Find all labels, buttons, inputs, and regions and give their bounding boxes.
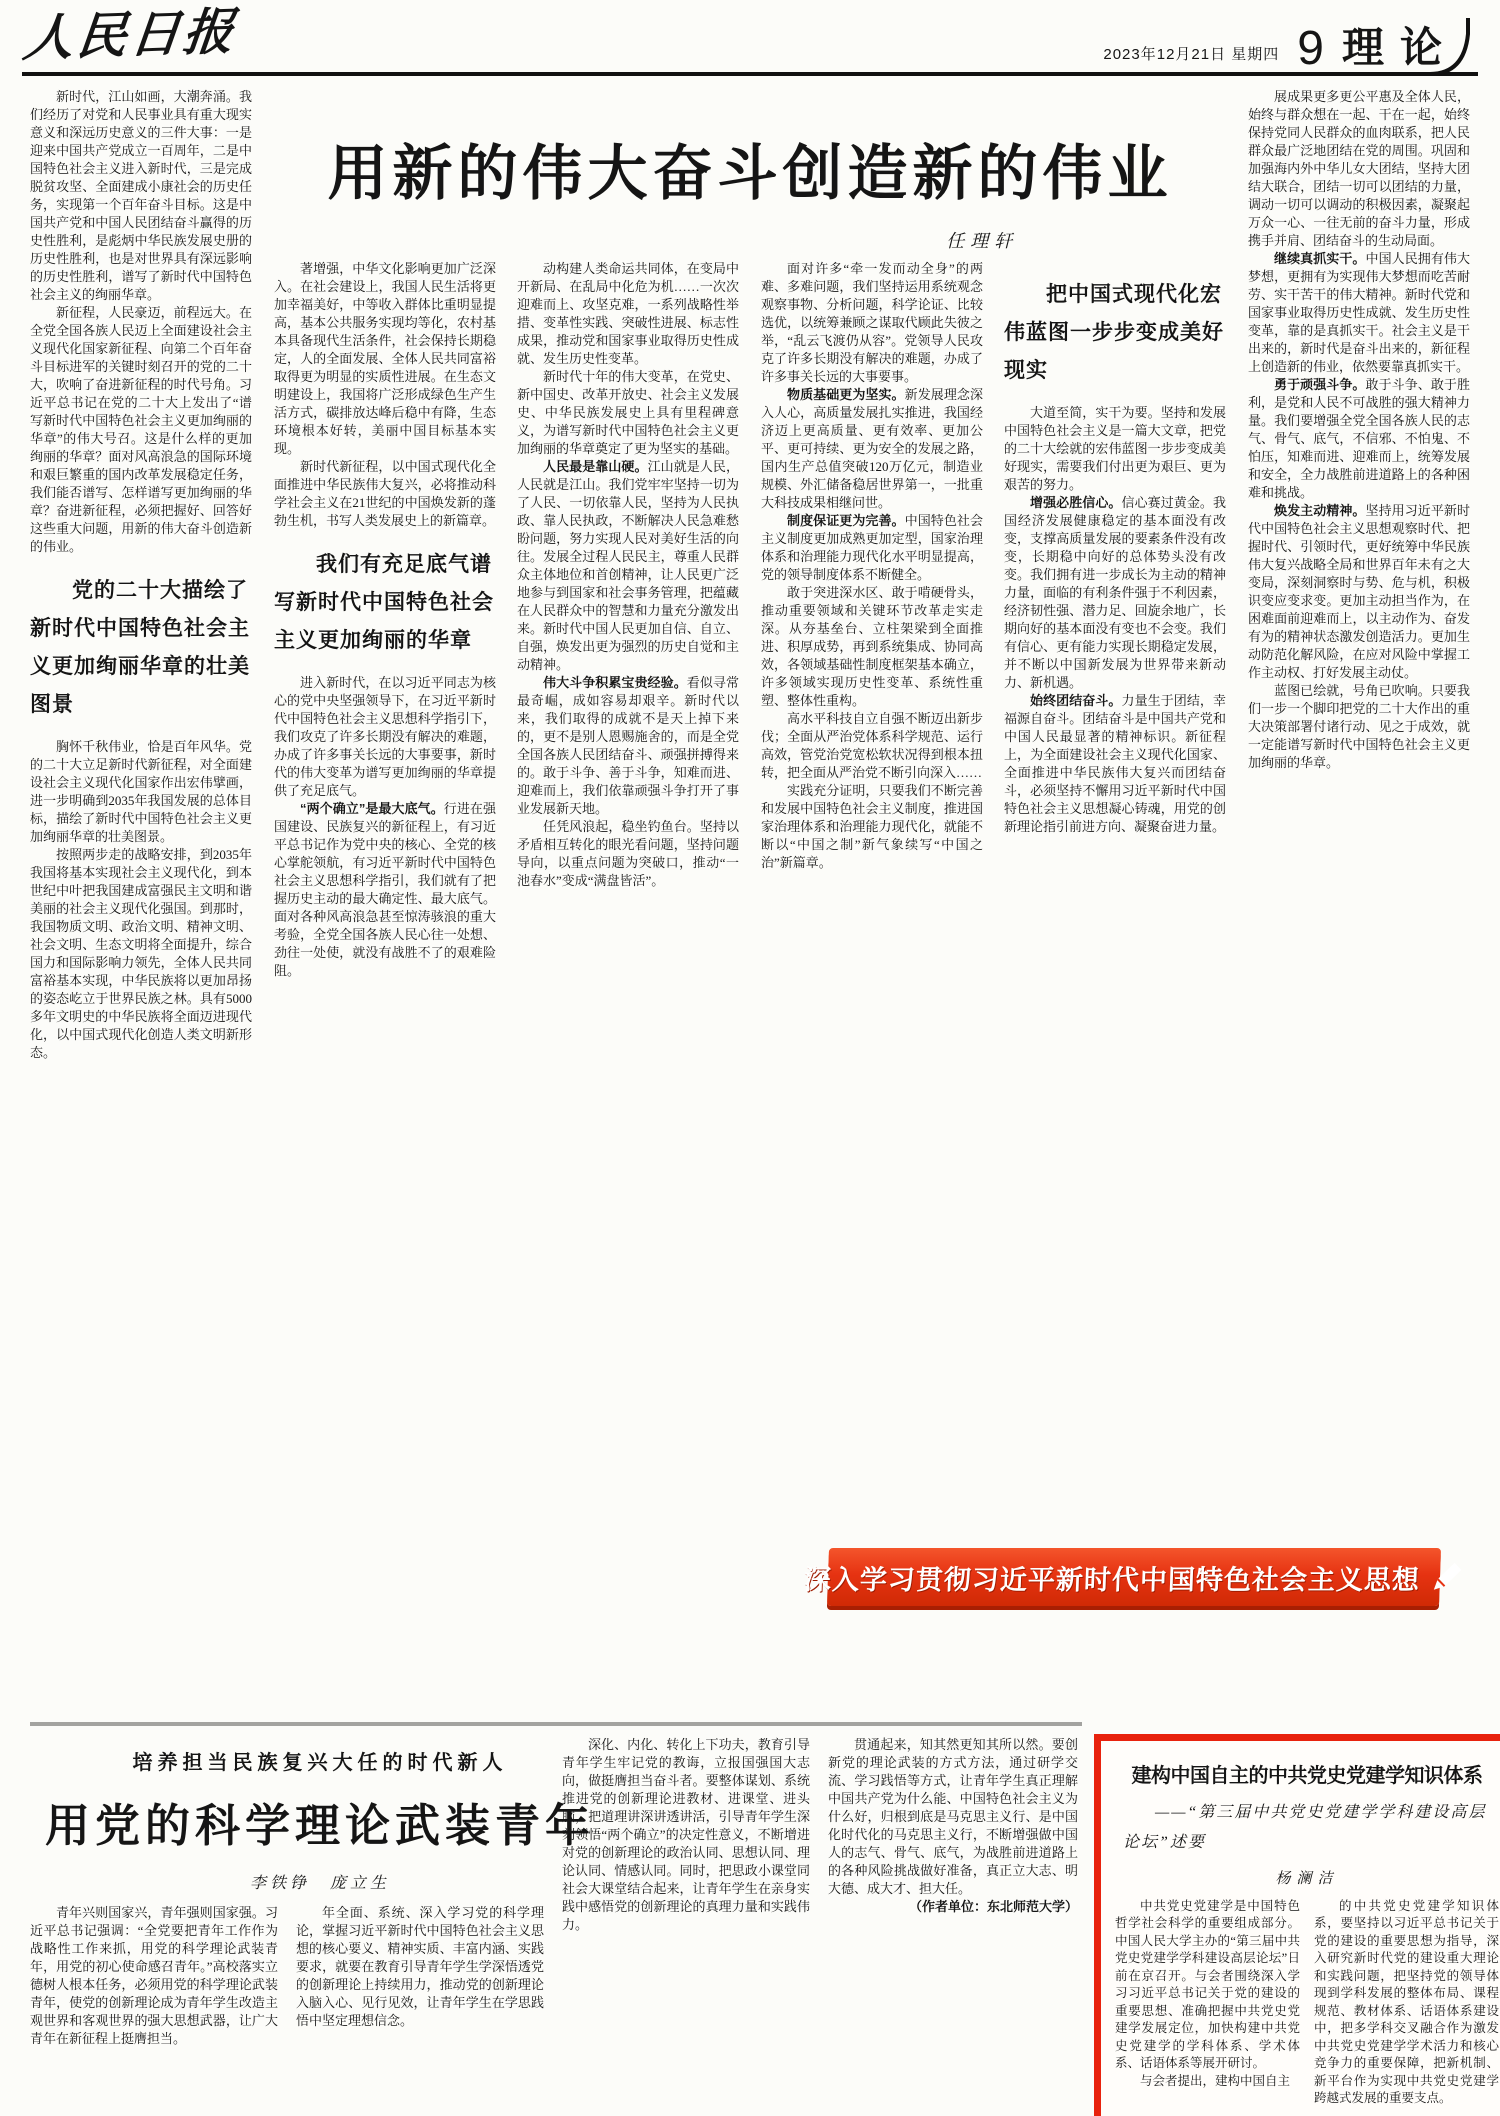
- forum-article-title: 建构中国自主的中共党史党建学知识体系: [1131, 1765, 1483, 1787]
- paragraph: 新时代新征程，以中国式现代化全面推进中华民族伟大复兴，必将推动科学社会主义在21世纪的中国焕发新的蓬勃生机，书写人类发展史上的新篇章。: [274, 459, 496, 528]
- column-subhead: 把中国式现代化宏伟蓝图一步步变成美好现实: [1004, 283, 1224, 382]
- paragraph-lead: 制度保证更为完善。: [787, 513, 905, 528]
- paragraph: 按照两步走的战略安排，到2035年我国将基本实现社会主义现代化，到本世纪中叶把我国建成富强民主文明和谐美丽的社会主义现代化强国。到那时，我国物质文明、政治文明、精神文明、社会文明、生态文明将全面提升，综合国力和国际影响力领先，全体人民共同富裕基本实现，中华民族将以更加昂扬的姿态屹立于世界民族之林。具有5000多年文明史的中华民族将全面迈进现代化，以中国式现代化创造人类文明新形态。: [30, 847, 252, 1060]
- main-column-5: [1004, 88, 1226, 1708]
- main-article-title: 用新的伟大奋斗创造新的伟业: [327, 140, 1173, 207]
- paragraph-lead: 继续真抓实干。: [1274, 251, 1366, 266]
- paragraph: 制度保证更为完善。中国特色社会主义制度更加成熟更加定型，国家治理体系和治理能力现代化水平明显提高，党的领导制度体系不断健全。: [761, 513, 983, 582]
- masthead-corner-rule: [1430, 18, 1484, 76]
- paragraph: 贯通起来，知其然更知其所以然。要创新党的理论武装的方式方法，通过研学交流、学习践悟等方式，让青年学生真正理解中国共产党为什么能、中国特色社会主义为什么好，归根到底是马克思主义行、是中国化时代化的马克思主义行，不断增强做中国人的志气、骨气、底气，为战胜前进道路上的各种风险挑战做好准备，真正立大志、明大德、成大才、担大任。: [828, 1737, 1078, 1896]
- paragraph: 大道至简，实干为要。坚持和发展中国特色社会主义是一篇大文章，把党的二十大绘就的宏伟蓝图一步步变成美好现实，需要我们付出更为艰巨、更为艰苦的努力。: [1004, 405, 1226, 492]
- youth-article: [30, 1736, 1078, 2108]
- author-note: （作者单位：东北师范大学）: [908, 1899, 1078, 1914]
- paragraph: 伟大斗争积累宝贵经验。看似寻常最奇崛，成如容易却艰辛。新时代以来，我们取得的成就不是天上掉下来的，更不是别人恩赐施舍的，而是全党全国各族人民团结奋斗、顽强拼搏得来的。敢于斗争、善于斗争，知难而进、迎难而上，我们依靠顽强斗争打开了事业发展新天地。: [517, 675, 739, 816]
- paragraph: 动构建人类命运共同体，在变局中开新局、在乱局中化危为机……一次次迎难而上、攻坚克难，一系列战略性举措、变革性实践、突破性进展、标志性成果，推动党和国家事业取得历史性成就、发生历史性变革。: [517, 261, 739, 366]
- forum-column-1: [1115, 1898, 1300, 2114]
- paragraph-lead: 勇于顽强斗争。: [1274, 377, 1366, 392]
- paragraph-lead: 焕发主动精神。: [1274, 503, 1366, 518]
- youth-kicker: 培养担当民族复兴大任的时代新人: [132, 1752, 508, 1774]
- youth-column-2: [296, 1904, 544, 2108]
- main-column-1: [30, 88, 252, 1712]
- paragraph: 著增强，中华文化影响更加广泛深入。在社会建设上，我国人民生活将更加幸福美好，中等收入群体比重明显提高，基本公共服务实现均等化，农村基本具备现代生活条件，社会保持长期稳定，人的全面发展、全体人民共同富裕取得更为明显的实质性进展。在生态文明建设上，我国将广泛形成绿色生产生活方式，碳排放达峰后稳中有降，生态环境根本好转，美丽中国目标基本实现。: [274, 261, 496, 456]
- column-subhead: 党的二十大描绘了新时代中国特色社会主义更加绚丽华章的壮美图景: [30, 579, 250, 716]
- paragraph: 始终团结奋斗。力量生于团结，幸福源自奋斗。团结奋斗是中国共产党和中国人民最显著的精神标识。新征程上，为全面建设社会主义现代化国家、全面推进中华民族伟大复兴而团结奋斗，必须坚持不懈用习近平新时代中国特色社会主义思想凝心铸魂，用党的创新理论指引前进方向、凝聚奋进力量。: [1004, 693, 1226, 834]
- main-column-3: [517, 88, 739, 1884]
- paragraph: 高水平科技自立自强不断迈出新步伐；全面从严治党体系科学规范、运行高效，管党治党宽松软状况得到根本扭转，把全面从严治党不断引向深入……: [761, 711, 983, 780]
- paragraph: 敢于突进深水区、敢于啃硬骨头，推动重要领域和关键环节改革走实走深。从夯基垒台、立柱架梁到全面推进、积厚成势，再到系统集成、协同高效，各领域基础性制度框架基本确立，许多领域实现历史性变革、系统性重塑、整体性重构。: [761, 585, 983, 708]
- paragraph: 继续真抓实干。中国人民拥有伟大梦想，更拥有为实现伟大梦想而吃苦耐劳、实干苦干的伟大精神。新时代党和国家事业取得历史性成就、发生历史性变革，靠的是真抓实干。社会主义是干出来的，新时代是奋斗出来的，新征程上创造新的伟业，依然要靠真抓实干。: [1248, 251, 1470, 374]
- issue-date: 2023年12月21日 星期四: [1103, 46, 1280, 63]
- paragraph: 任凭风浪起，稳坐钓鱼台。坚持以矛盾相互转化的眼光看问题，坚持问题导向，以重点问题为突破口，推动“一池春水”变成“满盘皆活”。: [517, 819, 739, 888]
- paragraph: 展成果更多更公平惠及全体人民，始终与群众想在一起、干在一起，始终保持党同人民群众的血肉联系，把人民群众最广泛地团结在党的周围。巩固和加强海内外中华儿女大团结，坚持大团结大联合，团结一切可以团结的力量，调动一切可以调动的积极因素，凝聚起万众一心、一往无前的奋斗力量，形成携手并肩、团结奋斗的生动局面。: [1248, 89, 1470, 248]
- youth-headline-block: [44, 1740, 596, 1894]
- paper-logo: 人民日报: [20, 3, 240, 67]
- main-column-2: [274, 88, 496, 1884]
- main-article-author: 任理轩: [946, 231, 1019, 251]
- youth-column-3: [562, 1736, 810, 2108]
- paragraph-lead: 物质基础更为坚实。: [787, 387, 905, 402]
- paragraph: 年全面、系统、深入学习党的科学理论，掌握习近平新时代中国特色社会主义思想的核心要义、精神实质、丰富内涵、实践要求，就要在教育引导青年学生学深悟透党的创新理论上持续用力，推动党的创新理论入脑入心、见行见效，让青年学生在学思践悟中坚定理想信念。: [296, 1905, 544, 2028]
- paragraph: 新时代十年的伟大变革，在党史、新中国史、改革开放史、社会主义发展史、中华民族发展史上具有里程碑意义，为谱写新时代中国特色社会主义更加绚丽的华章奠定了更为坚实的基础。: [517, 369, 739, 456]
- forum-article-body: [1115, 1898, 1499, 2114]
- paragraph-lead: “两个确立”是最大底气。: [300, 801, 444, 816]
- main-article: [30, 88, 1470, 1712]
- paragraph-lead: 增强必胜信心。: [1030, 495, 1122, 510]
- banner-text: 深入学习贯彻习近平新时代中国特色社会主义思想: [803, 1564, 1421, 1595]
- paragraph: 深化、内化、转化上下功夫，教育引导青年学生牢记党的教诲，立报国强国大志向，做挺膺担当奋斗者。要整体谋划、系统推进党的创新理论进教材、进课堂、进头脑，把道理讲深讲透讲活，引导青年学生深刻领悟“两个确立”的决定性意义，不断增进对党的创新理论的政治认同、思想认同、理论认同、情感认同。同时，把思政小课堂同社会大课堂结合起来，让青年学生在亲身实践中感悟党的创新理论的真理力量和实践伟力。: [562, 1737, 810, 1932]
- paragraph: 物质基础更为坚实。新发展理念深入人心，高质量发展扎实推进，我国经济迈上更高质量、更有效率、更加公平、更可持续、更为安全的发展之路，国内生产总值突破120万亿元，制造业规模、外汇储备稳居世界第一，一批重大科技成果相继问世。: [761, 387, 983, 510]
- paragraph-lead: 伟大斗争积累宝贵经验。: [543, 675, 687, 690]
- paragraph: 蓝图已绘就，号角已吹响。只要我们一步一个脚印把党的二十大作出的重大决策部署付诸行动、见之于成效，就一定能谱写新时代中国特色社会主义更加绚丽的华章。: [1248, 683, 1470, 770]
- youth-article-title: 用党的科学理论武装青年: [44, 1801, 595, 1851]
- paragraph: 新征程，人民豪迈，前程远大。在全党全国各族人民迈上全面建设社会主义现代化国家新征程、向第二个百年奋斗目标进军的关键时刻召开的党的二十大，吹响了奋进新征程的时代号角。习近平总书记在党的二十大上发出了“谱写新时代中国特色社会主义更加绚丽的华章”的伟大号召。这是什么样的更加绚丽的华章？面对风高浪急的国际环境和艰巨繁重的国内改革发展稳定任务，我们能否谱写、怎样谱写更加绚丽的华章？奋进新征程，必须把握好、回答好这些重大问题，用新的伟大奋斗创造新的伟业。: [30, 305, 252, 554]
- paragraph: 的中共党史党建学知识体系，要坚持以习近平总书记关于党的建设的重要思想为指导，深入研究新时代党的建设重大理论和实践问题，把坚持党的领导体现到学科发展的整体布局、课程规范、教材体系、话语体系建设中，把多学科交叉融合作为激发中共党史党建学学术活力和核心竞争力的重要保障，把新机制、新平台作为实现中共党史党建学跨越式发展的重要支点。: [1314, 1898, 1499, 2106]
- forum-column-2: [1314, 1898, 1499, 2114]
- paragraph: 新时代，江山如画，大潮奔涌。我们经历了对党和人民事业具有重大现实意义和深远历史意义的三件大事：一是迎来中国共产党成立一百周年，二是中国特色社会主义进入新时代，三是完成脱贫攻坚、全面建成小康社会的历史任务，实现第一个百年奋斗目标。这是中国共产党和中国人民团结奋斗赢得的历史性胜利，是彪炳中华民族发展史册的历史性胜利，也是对世界具有深远影响的历史性胜利，谱写了新时代中国特色社会主义的绚丽华章。: [30, 89, 252, 302]
- paragraph: 进入新时代，在以习近平同志为核心的党中央坚强领导下，在习近平新时代中国特色社会主义思想科学指引下，我们攻克了许多长期没有解决的难题，办成了许多事关长远的大事要事，新时代的伟大变革为谱写更加绚丽的华章提供了充足底气。: [274, 675, 496, 798]
- paragraph: 胸怀千秋伟业，恰是百年风华。党的二十大立足新时代新征程，对全面建设社会主义现代化国家作出宏伟擘画，进一步明确到2035年我国发展的总体目标，描绘了新时代中国特色社会主义更加绚丽华章的壮美图景。: [30, 739, 252, 844]
- paragraph-lead: 人民最是靠山硬。: [543, 459, 648, 474]
- paragraph: 勇于顽强斗争。敢于斗争、敢于胜利，是党和人民不可战胜的强大精神力量。我们要增强全党全国各族人民的志气、骨气、底气，不信邪、不怕鬼、不怕压，知难而进、迎难而上，统筹发展和安全，全力战胜前进道路上的各种困难和挑战。: [1248, 377, 1470, 500]
- column-subhead: 我们有充足底气谱写新时代中国特色社会主义更加绚丽的华章: [274, 553, 494, 652]
- paragraph-lead: 始终团结奋斗。: [1030, 693, 1122, 708]
- paragraph: 青年兴则国家兴，青年强则国家强。习近平总书记强调：“全党要把青年工作作为战略性工作来抓，用党的科学理论武装青年，用党的初心使命感召青年。”高校落实立德树人根本任务，必须用党的科学理论武装青年，使党的创新理论成为青年学生改造主观世界和客观世界的强大思想武器，让广大青年在新征程上挺膺担当。: [30, 1905, 278, 2046]
- masthead-right: [1103, 21, 1472, 75]
- youth-column-4: [828, 1736, 1078, 2108]
- paragraph: 中共党史党建学是中国特色哲学社会科学的重要组成部分。中国人民大学主办的“第三届中共党史党建学学科建设高层论坛”日前在京召开。与会者围绕深入学习习近平总书记关于党的建设的重要思想、准确把握中共党史党建学发展定位，加快构建中共党史党建学的学科体系、学术体系、话语体系等展开研讨。: [1115, 1898, 1300, 2071]
- forum-article-subtitle: ——“第三届中共党史党建学学科建设高层论坛”述要: [1123, 1804, 1487, 1852]
- page-number: 9: [1297, 21, 1324, 75]
- forum-article-box: [1094, 1734, 1500, 2116]
- paragraph: 焕发主动精神。坚持用习近平新时代中国特色社会主义思想观察时代、把握时代、引领时代，更好统筹中华民族伟大复兴战略全局和世界百年未有之大变局，深刻洞察时与势、危与机，积极识变应变求变。更加主动担当作为，在困难面前迎难而上，以主动作为、奋发有为的精神状态激发创造活力。更加生动防范化解风险，在应对风险中掌握工作主动权、打好发展主动仗。: [1248, 503, 1470, 680]
- paragraph: 实践充分证明，只要我们不断完善和发展中国特色社会主义制度，推进国家治理体系和治理能力现代化，就能不断以“中国之制”新气象续写“中国之治”新篇章。: [761, 783, 983, 870]
- youth-column-1: [30, 1904, 278, 2108]
- paragraph: 增强必胜信心。信心赛过黄金。我国经济发展健康稳定的基本面没有改变，支撑高质量发展的要素条件没有改变，长期稳中向好的总体势头没有改变。我们拥有进一步成长为主动的精神力量，面临的有利条件强于不利因素，经济韧性强、潜力足、回旋余地广，长期向好的基本面没有变也不会变。我们有信心、更有能力实现长期稳定发展，并不断以中国新发展为世界带来新动力、新机遇。: [1004, 495, 1226, 690]
- section-divider: [30, 1722, 1082, 1726]
- forum-article-author: 杨澜洁: [1275, 1870, 1339, 1887]
- pen-icon: [1429, 1560, 1464, 1594]
- paragraph: 面对许多“牵一发而动全身”的两难、多难问题，我们坚持运用系统观念观察事物、分析问题，科学论证、比较选优，以统筹兼顾之谋取代顾此失彼之举，“乱云飞渡仍从容”。党领导人民攻克了许多长期没有解决的难题，办成了许多事关长远的大事要事。: [761, 261, 983, 384]
- paragraph: “两个确立”是最大底气。行进在强国建设、民族复兴的新征程上，有习近平总书记作为党中央的核心、全党的核心掌舵领航，有习近平新时代中国特色社会主义思想科学指引，我们就有了把握历史主动的最大确定性、最大底气。面对各种风高浪急甚至惊涛骇浪的重大考验，全党全国各族人民心往一处想、劲往一处使，就没有战胜不了的艰难险阻。: [274, 801, 496, 978]
- masthead: [20, 3, 1478, 76]
- main-column-4: [761, 88, 983, 1884]
- paragraph: 人民最是靠山硬。江山就是人民，人民就是江山。我们党牢牢坚持一切为了人民、一切依靠人民，坚持为人民执政、靠人民执政，不断解决人民急难愁盼问题，努力实现人民对美好生活的向往。发展全过程人民民主，尊重人民群众主体地位和首创精神，让人民更广泛地参与到国家和社会事务管理，把蕴藏在人民群众中的智慧和力量充分激发出来。新时代中国人民更加自信、自立、自强，焕发出更为强烈的历史自觉和主动精神。: [517, 459, 739, 672]
- section-title: 理论: [1341, 26, 1458, 73]
- main-column-6: [1248, 88, 1470, 1536]
- theme-banner: [803, 1548, 1441, 1606]
- youth-article-authors: 李铁铮 庞立生: [249, 1875, 390, 1892]
- paragraph: 与会者提出，建构中国自主: [1140, 2073, 1291, 2088]
